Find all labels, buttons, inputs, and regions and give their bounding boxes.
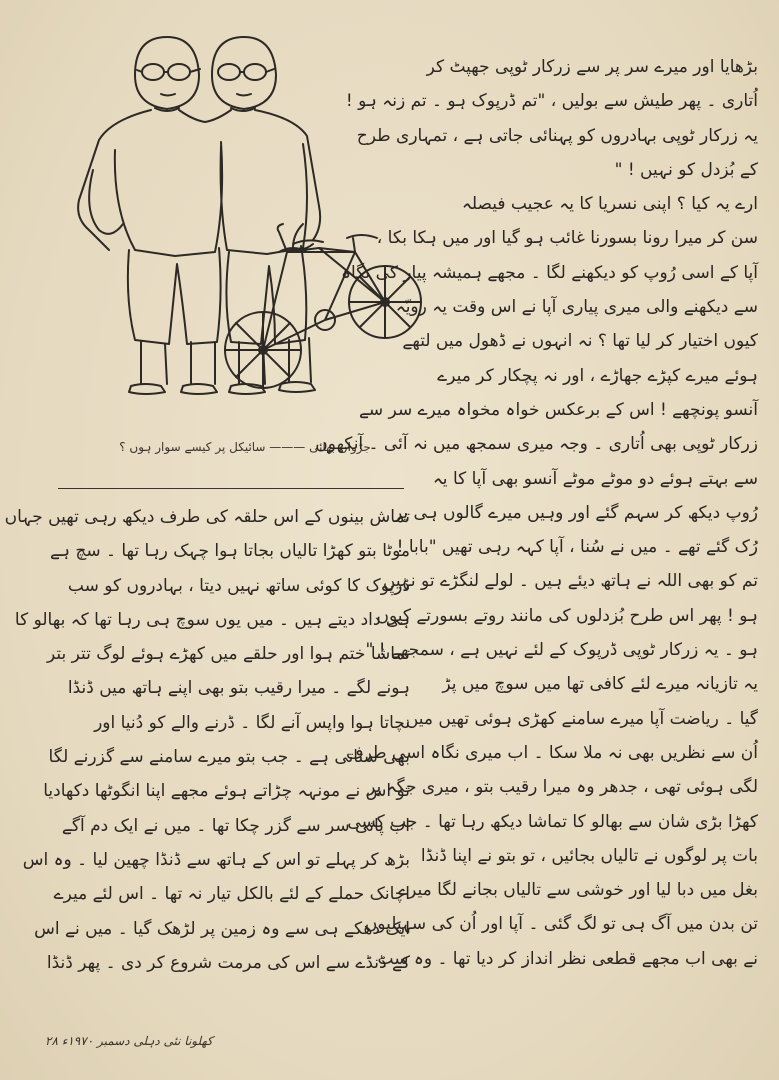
text-line: موٹا بتو کھڑا تالیاں بجاتا ہوا چہک رہا تھا ۔ سچ ہے [50, 541, 410, 562]
text-line: آپا کے اسی رُوپ کو دیکھنے لگا ۔ مجھے ہمیشہ پیار کی نگاہ [341, 262, 758, 283]
text-line: رُک گئے تھے ۔ میں نے سُنا ، آپا کہہ رہی تھیں "بابا ! [396, 537, 758, 558]
text-line: نے بھی اب مجھے قطعی نظر انداز کر دیا تھا ۔ وہ سب [377, 948, 758, 969]
text-line: بھی ستاتی ہے ۔ جب بتو میرے سامنے سے گزرنے لگا [48, 747, 410, 768]
text-line: کیوں اختیار کر لیا تھا ؟ نہ انہوں نے ڈھول میں لتھے [402, 331, 758, 352]
text-line: اچانک حملے کے لئے بالکل تیار نہ تھا ۔ اس لئے میرے [53, 884, 410, 905]
text-line: سے بہتے ہوئے دو موٹے موٹے آنسو بھی آپا کا یہ [432, 468, 758, 489]
left-text-column [4, 500, 410, 980]
right-text-column [315, 50, 758, 976]
text-line: ایک دھکے ہی سے وہ زمین پر لڑھک گیا ۔ میں نے اس [34, 918, 410, 939]
text-line: اُتاری ۔ پھر طیش سے بولیں ، "تم ڈرپوک ہو ۔ تم زنہ ہو ! [345, 91, 758, 112]
text-line: ہو ۔ یہ زرکار ٹوپی ڈرپوک کے لئے نہیں ہے ، سمجھے ! " [365, 640, 758, 661]
illustration-caption: جڑواں بھائی ——— سائیکل پر کیسے سوار ہوں ؟ [119, 440, 371, 454]
text-line: ہی داد دیتے ہیں ۔ میں یوں سوچ ہی رہا تھا کہ بھالو کا [14, 609, 410, 630]
text-line: اُن سے نظریں بھی نہ ملا سکا ۔ اب میری نگاہ اسی طرف [345, 742, 758, 763]
text-line: تماشا ختم ہوا اور حلقے میں کھڑے ہوئے لوگ تتر بتر [46, 644, 410, 665]
divider-rule [58, 488, 404, 489]
text-line: کے بُزدل کو نہیں ! " [614, 159, 758, 180]
text-line: تو اس نے مونہہ چڑاتے ہوئے مجھے اپنا انگوٹھا دکھادیا [43, 781, 410, 802]
text-line: ارے یہ کیا ؟ اپنی نسریا کا یہ عجیب فیصلہ [461, 194, 758, 215]
text-line: کھڑا بڑی شان سے بھالو کا تماشا دیکھ رہا تھا ۔ جب کسی [347, 811, 758, 832]
illustration [55, 20, 415, 420]
page-footer: کھلونا نئی دہلی دسمبر ۱۹۷۰ء ۲۸ [45, 1034, 213, 1048]
text-line: ڈرپوک کا کوئی ساتھ نہیں دیتا ، بہادروں کو سب [67, 575, 410, 596]
text-line: گیا ۔ ریاضت آپا میرے سامنے کھڑی ہوئی تھیں میں [405, 708, 758, 729]
text-line: بغل میں دبا لیا اور خوشی سے تالیاں بجانے لگا میرے [398, 880, 758, 901]
text-line: کے ڈنڈے سے اس کی مرمت شروع کر دی ۔ پھر ڈنڈا [46, 952, 410, 973]
text-line: رُوپ دیکھ کر سہم گئے اور وہیں میرے گالوں ہی پر [394, 502, 758, 523]
text-line: لگی ہوئی تھی ، جدھر وہ میرا رقیب بتو ، میری جگہ پر [367, 777, 758, 798]
text-line: بات پر لوگوں نے تالیاں بجائیں ، تو بتو نے اپنا ڈنڈا [420, 845, 758, 866]
text-line: تم کو بھی اللہ نے ہاتھ دیئے ہیں ۔ لولے لنگڑے تو نہیں [382, 571, 758, 592]
text-line: ہوئے میرے کپڑے جھاڑے ، اور نہ پچکار کر میرے [437, 365, 758, 386]
text-line: تماش بینوں کے اس حلقہ کی طرف دیکھ رہی تھیں جہاں [4, 507, 410, 527]
text-line: زرکار ٹوپی بھی اُتاری ۔ وجہ میری سمجھ میں نہ آئی ۔ آنکھوں [315, 434, 758, 455]
text-line: اب پانی سر سے گزر چکا تھا ۔ میں نے ایک دم آگے [61, 815, 410, 836]
text-line: ہونے لگے ۔ میرا رقیب بتو بھی اپنے ہاتھ میں ڈنڈا [67, 678, 410, 699]
text-line: سن کر میرا رونا بسورنا غائب ہو گیا اور میں ہکا بکا ، [376, 228, 758, 249]
text-line: سے دیکھنے والی میری پیاری آپا نے اس وقت یہ رویّہ [395, 297, 758, 318]
text-line: ہو ! پھر اس طرح بُزدلوں کی مانند روتے بسورتے کیوں [376, 605, 758, 626]
text-line: یہ تازیانہ میرے لئے کافی تھا میں سوچ میں پڑ [442, 674, 758, 695]
text-line: بڑھ کر پہلے تو اس کے ہاتھ سے ڈنڈا چھین لیا ۔ وہ اس [22, 849, 410, 870]
text-line: بڑھایا اور میرے سر پر سے زرکار ٹوپی جھپٹ کر [426, 57, 758, 77]
text-line: نچاتا ہوا واپس آنے لگا ۔ ڈرنے والے کو دُنیا اور [94, 712, 410, 733]
text-line: تن بدن میں آگ ہی تو لگ گئی ۔ آپا اور اُن کی سہیلیوں [364, 914, 758, 935]
text-line: آنسو پونچھے ! اس کے برعکس خواہ مخواہ میرے سر سے [358, 399, 758, 420]
text-line: یہ زرکار ٹوپی بہادروں کو پہنائی جاتی ہے ، تمہاری طرح [356, 125, 758, 146]
